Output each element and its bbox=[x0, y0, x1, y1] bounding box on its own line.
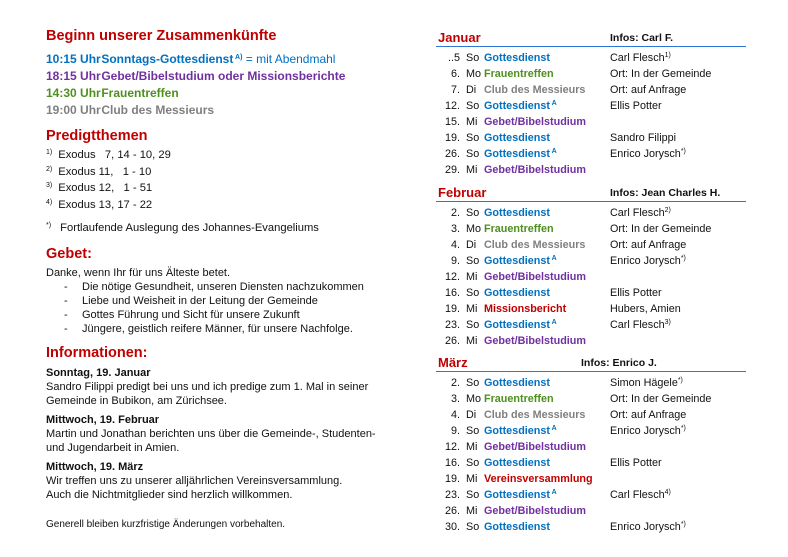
calendar-row bbox=[436, 254, 746, 270]
row-note: Enrico Jorysch*) bbox=[610, 425, 686, 437]
gebet-item: - Liebe und Weisheit in der Leitung der Gemeinde bbox=[64, 294, 406, 308]
row-note: Ort: auf Anfrage bbox=[610, 409, 687, 421]
row-event-sup: A bbox=[550, 148, 557, 155]
row-note-sup: 4) bbox=[664, 489, 671, 496]
row-weekday: So bbox=[466, 287, 480, 299]
row-event: Gottesdienst $^A$ bbox=[484, 100, 557, 112]
gebet-intro: Danke, wenn Ihr für uns Älteste betet. bbox=[46, 266, 231, 279]
predigt-number: 1) bbox=[46, 149, 53, 156]
row-note: Carl Flesch$^{1)}$ bbox=[610, 52, 671, 64]
service-time: 18:15 Uhr bbox=[46, 69, 101, 83]
row-event-sup: A bbox=[550, 425, 557, 432]
row-date: 30. bbox=[444, 521, 460, 533]
info-heading: Sonntag, 19. Januar bbox=[46, 366, 151, 379]
row-weekday: So bbox=[466, 319, 480, 331]
row-event: Gottesdienst $^A$ bbox=[484, 148, 557, 160]
row-note: Carl Flesch$^{4)}$ bbox=[610, 489, 671, 501]
row-date: 23. bbox=[444, 319, 460, 331]
row-event: Gottesdienst $^A$ bbox=[484, 489, 557, 501]
row-event-sup: A bbox=[550, 319, 557, 326]
calendar-row bbox=[436, 488, 746, 504]
row-date: 9. bbox=[450, 425, 460, 437]
row-note: Ellis Potter bbox=[610, 287, 662, 299]
predigt-number: 2) bbox=[46, 165, 53, 173]
month-block bbox=[436, 30, 746, 179]
row-event: Gottesdienst bbox=[484, 521, 550, 533]
predigt-item bbox=[46, 146, 406, 163]
services-list bbox=[46, 49, 406, 119]
row-date: 19. bbox=[444, 132, 460, 144]
gebet-item: - Jüngere, geistlich reifere Männer, für unsere Nachfolge. bbox=[64, 322, 406, 336]
row-event: Vereinsversammlung bbox=[484, 473, 593, 485]
service-time: 10:15 Uhr bbox=[46, 52, 101, 66]
row-date: 9. bbox=[450, 255, 460, 267]
info-line: Gemeinde in Bubikon, am Zürichsee. bbox=[46, 394, 227, 407]
row-event: Gebet/Bibelstudium bbox=[484, 116, 586, 128]
row-date: 12. bbox=[444, 271, 460, 283]
row-note: Enrico Jorysch*) bbox=[610, 148, 686, 160]
row-note: Ellis Potter bbox=[610, 457, 662, 469]
calendar-row bbox=[436, 472, 746, 488]
row-date: 3. bbox=[450, 393, 460, 405]
row-note: Simon Hägele*) bbox=[610, 377, 683, 389]
row-event: Gebet/Bibelstudium bbox=[484, 441, 586, 453]
row-note-sup: *) bbox=[680, 148, 686, 155]
row-weekday: So bbox=[466, 52, 480, 64]
row-weekday: So bbox=[466, 207, 480, 219]
calendar-row bbox=[436, 222, 746, 238]
row-weekday: So bbox=[466, 132, 480, 144]
info-line: Wir treffen uns zu unserer alljährlichen Vereinsversammlung. bbox=[46, 474, 343, 487]
calendar-row bbox=[436, 504, 746, 520]
row-date: 19. bbox=[444, 303, 460, 315]
month-info: Infos: Jean Charles H. bbox=[610, 187, 721, 199]
info-line: Martin und Jonathan berichten uns über die Gemeinde-, Studenten- bbox=[46, 427, 376, 440]
predigt-text: Exodus 13, 17 - 22 bbox=[58, 198, 153, 211]
row-weekday: Mo bbox=[466, 393, 481, 405]
row-note: Ort: auf Anfrage bbox=[610, 84, 687, 96]
row-event: Club des Messieurs bbox=[484, 84, 586, 96]
row-event: Gebet/Bibelstudium bbox=[484, 164, 586, 176]
row-weekday: So bbox=[466, 148, 480, 160]
info-heading: Mittwoch, 19. März bbox=[46, 460, 144, 473]
row-weekday: Di bbox=[466, 409, 477, 421]
predigt-item bbox=[46, 163, 406, 180]
row-event: Gottesdienst bbox=[484, 287, 550, 299]
gebet-item: - Die nötige Gesundheit, unseren Diensten nachzukommen bbox=[64, 280, 406, 294]
predigt-text: Exodus 11, 1 - 10 bbox=[58, 165, 152, 178]
left-column bbox=[46, 28, 406, 502]
row-date: 19. bbox=[444, 473, 460, 485]
predigt-note-text: Fortlaufende Auslegung des Johannes-Evangeliums bbox=[60, 222, 319, 234]
row-date: 26. bbox=[444, 505, 460, 517]
row-event-sup: A bbox=[550, 100, 557, 107]
calendar-row bbox=[436, 318, 746, 334]
row-date: 29. bbox=[444, 164, 460, 176]
row-date: 26. bbox=[444, 148, 460, 160]
row-event: Gebet/Bibelstudium bbox=[484, 335, 586, 347]
row-date: 26. bbox=[444, 335, 460, 347]
calendar-row bbox=[436, 334, 746, 350]
info-heading: Mittwoch, 19. Februar bbox=[46, 413, 160, 426]
row-date: 3. bbox=[450, 223, 460, 235]
info-line: Auch die Nichtmitglieder sind herzlich willkommen. bbox=[46, 488, 293, 501]
row-event: Gebet/Bibelstudium bbox=[484, 505, 586, 517]
predigt-title: Predigtthemen bbox=[46, 128, 148, 144]
row-weekday: Di bbox=[466, 239, 477, 251]
predigt-text: Exodus 12, 1 - 51 bbox=[58, 182, 153, 194]
service-sup: A) bbox=[233, 54, 243, 61]
row-note-sup: 2) bbox=[664, 207, 671, 214]
row-date: 6. bbox=[450, 68, 460, 80]
row-date: 4. bbox=[450, 409, 460, 421]
month-info: Infos: Enrico J. bbox=[581, 357, 657, 369]
row-note: Ellis Potter bbox=[610, 100, 662, 112]
calendar-row bbox=[436, 408, 746, 424]
month-name: Februar bbox=[438, 185, 487, 200]
row-note: Enrico Jorysch*) bbox=[610, 255, 686, 267]
row-event: Gottesdienst $^A$ bbox=[484, 319, 557, 331]
info-title: Informationen: bbox=[46, 344, 148, 361]
calendar-row bbox=[436, 115, 746, 131]
calendar-row bbox=[436, 238, 746, 254]
row-event: Club des Messieurs bbox=[484, 409, 586, 421]
row-note: Ort: auf Anfrage bbox=[610, 239, 687, 251]
row-note: Ort: In der Gemeinde bbox=[610, 223, 712, 235]
predigt-list bbox=[46, 146, 406, 212]
footer-note: Generell bleiben kurzfristige Änderungen vorbehalten. bbox=[46, 519, 286, 530]
row-weekday: Di bbox=[466, 84, 477, 96]
row-weekday: Mi bbox=[466, 473, 478, 485]
row-weekday: Mi bbox=[466, 441, 478, 453]
row-note: Carl Flesch$^{3)}$ bbox=[610, 319, 671, 331]
info-line: und Jugendarbeit in Amien. bbox=[46, 441, 180, 454]
row-event: Club des Messieurs bbox=[484, 239, 586, 251]
row-event: Gottesdienst bbox=[484, 377, 550, 389]
row-event: Gottesdienst bbox=[484, 52, 550, 64]
calendar-row bbox=[436, 424, 746, 440]
row-note-sup: *) bbox=[680, 425, 686, 432]
calendar-row bbox=[436, 147, 746, 163]
row-weekday: So bbox=[466, 100, 480, 112]
row-date: 2. bbox=[450, 377, 460, 389]
row-weekday: Mi bbox=[466, 335, 478, 347]
row-event: Missionsbericht bbox=[484, 303, 567, 315]
calendar-row bbox=[436, 163, 746, 179]
row-note-sup: 3) bbox=[664, 319, 671, 326]
row-date: 23. bbox=[444, 489, 460, 501]
month-block bbox=[436, 185, 746, 350]
service-time: 19:00 Uhr bbox=[46, 103, 101, 117]
row-weekday: So bbox=[466, 377, 480, 389]
predigt-note-mark: *) bbox=[46, 222, 52, 229]
gebet-item: - Gottes Führung und Sicht für unsere Zukunft bbox=[64, 308, 406, 322]
row-note: Enrico Jorysch*) bbox=[610, 521, 686, 533]
row-weekday: Mi bbox=[466, 505, 478, 517]
beginn-title: Beginn unserer Zusammenkünfte bbox=[46, 28, 277, 44]
row-event-sup: A bbox=[550, 255, 557, 262]
row-weekday: Mo bbox=[466, 223, 481, 235]
row-note-sup: *) bbox=[680, 255, 686, 262]
row-date: 2. bbox=[450, 207, 460, 219]
calendar-row bbox=[436, 392, 746, 408]
row-event-sup: A bbox=[550, 489, 557, 496]
service-line bbox=[46, 49, 406, 68]
gebet-title: Gebet: bbox=[46, 245, 92, 262]
row-weekday: So bbox=[466, 489, 480, 501]
row-note: Ort: In der Gemeinde bbox=[610, 68, 712, 80]
month-header bbox=[436, 30, 746, 47]
row-event: Gottesdienst bbox=[484, 207, 550, 219]
row-weekday: Mi bbox=[466, 303, 478, 315]
calendar-row bbox=[436, 131, 746, 147]
calendar-row bbox=[436, 286, 746, 302]
row-event: Frauentreffen bbox=[484, 68, 554, 80]
row-weekday: Mi bbox=[466, 164, 478, 176]
calendar-row bbox=[436, 376, 746, 392]
calendar-row bbox=[436, 520, 746, 536]
gebet-list bbox=[46, 280, 406, 336]
month-name: Januar bbox=[438, 30, 481, 45]
service-extra: = mit Abendmahl bbox=[242, 52, 336, 66]
row-date: ..5 bbox=[447, 52, 460, 64]
calendar-row bbox=[436, 67, 746, 83]
calendar-row bbox=[436, 456, 746, 472]
row-note-sup: *) bbox=[680, 521, 686, 528]
calendar-row bbox=[436, 83, 746, 99]
service-line bbox=[46, 68, 406, 85]
row-event: Frauentreffen bbox=[484, 223, 554, 235]
row-weekday: So bbox=[466, 457, 480, 469]
service-label: Club des Messieurs bbox=[98, 103, 215, 117]
row-weekday: Mi bbox=[466, 116, 478, 128]
row-weekday: So bbox=[466, 425, 480, 437]
row-note: Ort: In der Gemeinde bbox=[610, 393, 712, 405]
row-event: Gottesdienst bbox=[484, 132, 550, 144]
service-label: Sonntags-Gottesdienst bbox=[98, 52, 234, 66]
row-date: 15. bbox=[444, 116, 460, 128]
month-info: Infos: Carl F. bbox=[610, 32, 674, 44]
row-note: Hubers, Amien bbox=[610, 303, 681, 315]
predigt-number: 3) bbox=[46, 182, 53, 189]
service-line bbox=[46, 85, 406, 102]
calendar-row bbox=[436, 99, 746, 115]
service-label: Gebet/Bibelstudium oder Missionsberichte bbox=[98, 69, 346, 83]
info-line: Sandro Filippi predigt bei uns und ich predige zum 1. Mal in seiner bbox=[46, 380, 369, 393]
service-label: Frauentreffen bbox=[98, 86, 179, 100]
row-date: 7. bbox=[450, 84, 460, 96]
row-note-sup: *) bbox=[677, 377, 683, 384]
row-event: Gottesdienst $^A$ bbox=[484, 425, 557, 437]
calendar-row bbox=[436, 206, 746, 222]
calendar-row bbox=[436, 302, 746, 318]
predigt-number: 4) bbox=[46, 198, 53, 206]
info-list bbox=[46, 366, 406, 502]
calendar-row bbox=[436, 440, 746, 456]
service-line bbox=[46, 102, 406, 119]
month-header bbox=[436, 355, 746, 372]
row-weekday: Mi bbox=[466, 271, 478, 283]
row-date: 16. bbox=[444, 457, 460, 469]
row-date: 12. bbox=[444, 441, 460, 453]
row-note: Carl Flesch$^{2)}$ bbox=[610, 207, 671, 219]
row-date: 4. bbox=[450, 239, 460, 251]
row-note-sup: 1) bbox=[664, 52, 671, 59]
calendar-row bbox=[436, 51, 746, 67]
row-date: 16. bbox=[444, 287, 460, 299]
service-time: 14:30 Uhr bbox=[46, 86, 101, 100]
predigt-text: Exodus 7, 14 - 10, 29 bbox=[58, 149, 171, 161]
row-event: Gottesdienst $^A$ bbox=[484, 255, 557, 267]
row-event: Frauentreffen bbox=[484, 393, 554, 405]
month-block bbox=[436, 355, 746, 536]
row-weekday: Mo bbox=[466, 68, 481, 80]
row-event: Gebet/Bibelstudium bbox=[484, 271, 586, 283]
month-name: März bbox=[438, 355, 468, 370]
predigt-item bbox=[46, 179, 406, 196]
calendar-row bbox=[436, 270, 746, 286]
row-note: Sandro Filippi bbox=[610, 132, 677, 144]
row-weekday: So bbox=[466, 255, 480, 267]
predigt-item bbox=[46, 196, 406, 213]
month-header bbox=[436, 185, 746, 202]
row-date: 12. bbox=[444, 100, 460, 112]
predigt-note bbox=[46, 219, 406, 236]
row-event: Gottesdienst bbox=[484, 457, 550, 469]
row-weekday: So bbox=[466, 521, 480, 533]
